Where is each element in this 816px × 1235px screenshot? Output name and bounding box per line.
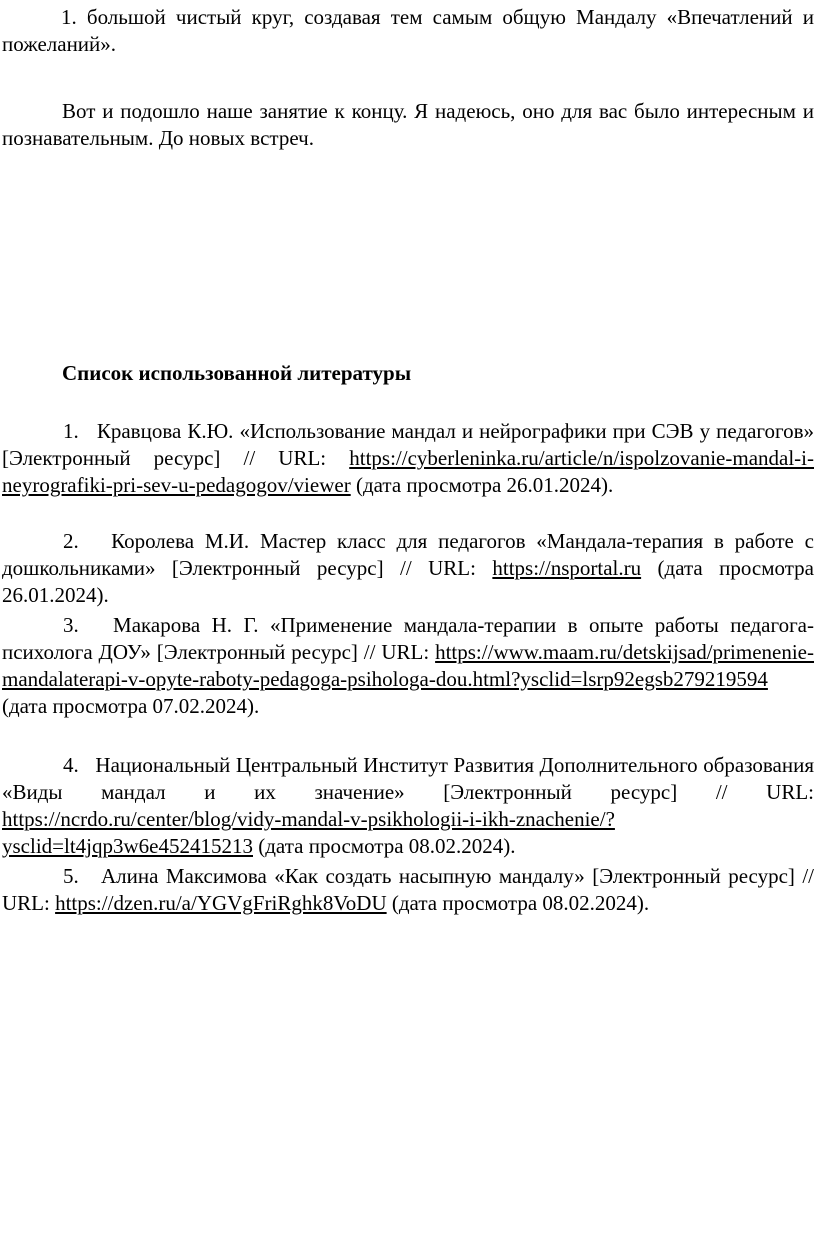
reference-date: (дата просмотра 08.02.2024). (253, 834, 516, 858)
reference-date: (дата просмотра 26.01.2024). (350, 473, 614, 497)
reference-item-4 (2, 752, 814, 860)
reference-item-5 (2, 863, 814, 917)
reference-text: Алина Максимова «Как создать насыпную мандалу» [Электронный ресурс] // URL: (2, 864, 814, 915)
reference-item-3 (2, 612, 814, 720)
reference-link[interactable]: https://cyberleninka.ru/article/n/ispolzovanie-mandal-i-neyrografiki-pri-sev-u-pedagogov/viewer (2, 446, 814, 497)
references-heading: Список использованной литературы (62, 361, 412, 385)
intro-item-number: 1. (61, 5, 77, 29)
closing-paragraph: Вот и подошло наше занятие к концу. Я надеюсь, оно для вас было интересным и познавательным. До новых встреч. (2, 99, 814, 150)
reference-link[interactable]: https://nsportal.ru (492, 556, 642, 580)
reference-link[interactable]: https://dzen.ru/a/YGVgFriRghk8VoDU (55, 891, 387, 915)
reference-number: 3. (63, 613, 79, 637)
reference-text: Национальный Центральный Институт Развития Дополнительного образования «Виды мандал и их значение» [Электронный ресурс] // URL: (2, 753, 815, 804)
reference-text: Кравцова К.Ю. «Использование мандал и нейрографики при СЭВ у педагогов» [Электронный ресурс] // URL: (2, 419, 814, 470)
reference-number: 1. (63, 419, 79, 443)
reference-text: Макарова Н. Г. «Применение мандала-терапии в опыте работы педагога-психолога ДОУ» [Электронный ресурс] // URL: (2, 613, 814, 664)
reference-date: (дата просмотра 08.02.2024). (386, 891, 650, 915)
reference-date: (дата просмотра 07.02.2024). (2, 694, 260, 718)
reference-number: 4. (63, 753, 79, 777)
reference-number: 2. (63, 529, 79, 553)
intro-list-item (2, 4, 814, 58)
reference-number: 5. (63, 864, 79, 888)
reference-text: Королева М.И. Мастер класс для педагогов «Мандала-терапия в работе с дошкольниками» [Электронный ресурс] // URL: (2, 529, 814, 580)
reference-link[interactable]: https://ncrdo.ru/center/blog/vidy-mandal-v-psikhologii-i-ikh-znachenie/?ysclid=lt4jqp3w6e452415213 (2, 807, 615, 858)
reference-date: (дата просмотра 26.01.2024). (2, 556, 815, 607)
reference-item-1 (2, 418, 814, 499)
reference-link[interactable]: https://www.maam.ru/detskijsad/primenenie-mandalaterapi-v-opyte-raboty-pedagoga-psihologa-dou.html?ysclid=lsrp92egsb279219594 (2, 640, 814, 691)
intro-item-text: большой чистый круг, создавая тем самым общую Мандалу «Впечатлений и пожеланий». (2, 5, 815, 56)
reference-item-2 (2, 528, 814, 609)
